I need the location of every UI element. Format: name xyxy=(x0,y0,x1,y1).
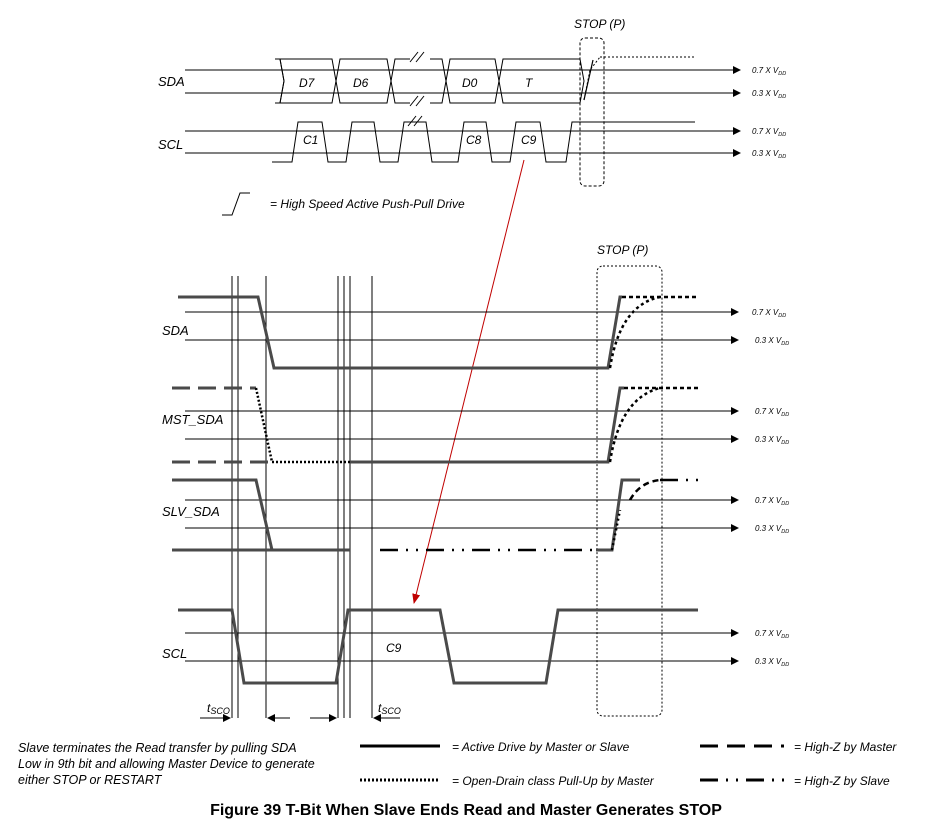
top-stop-label: STOP (P) xyxy=(574,17,626,31)
top-break-marks xyxy=(408,52,424,126)
bottom-stop-label: STOP (P) xyxy=(597,243,649,257)
top-sda-bus xyxy=(275,57,695,103)
mst-sda-label: MST_SDA xyxy=(162,412,224,427)
hs-drive-symbol xyxy=(222,193,250,215)
top-stop-box xyxy=(580,38,604,186)
clk-c9-bottom: C9 xyxy=(386,641,402,655)
level-label: 0.7 X $V_{DD}$ xyxy=(752,308,787,319)
legend-highz-slave: = High-Z by Slave xyxy=(794,774,890,788)
clk-c9: C9 xyxy=(521,133,537,147)
level-label: 0.3 X $V_{DD}$ xyxy=(752,89,787,100)
top-scl-clock xyxy=(272,122,695,162)
top-scl-label: SCL xyxy=(158,137,184,152)
bit-d7: D7 xyxy=(299,76,315,90)
tsco-label-2: tSCO xyxy=(378,701,401,716)
slv-sda-waveform xyxy=(172,480,698,550)
scl-label: SCL xyxy=(162,646,188,661)
bottom-level-labels xyxy=(752,308,789,668)
level-label: 0.7 X $V_{DD}$ xyxy=(755,629,790,640)
slv-sda-label: SLV_SDA xyxy=(162,504,220,519)
sda-waveform xyxy=(178,297,698,368)
top-sda-label: SDA xyxy=(158,74,185,89)
level-label: 0.7 X $V_{DD}$ xyxy=(755,496,790,507)
figure-caption: Figure 39 T-Bit When Slave Ends Read and Master Generates STOP xyxy=(210,802,722,819)
hs-drive-legend: = High Speed Active Push-Pull Drive xyxy=(270,197,465,211)
clk-c1: C1 xyxy=(303,133,319,147)
level-label: 0.7 X $V_{DD}$ xyxy=(755,407,790,418)
level-label: 0.3 X $V_{DD}$ xyxy=(752,149,787,160)
timing-markers xyxy=(232,276,372,718)
bit-d0: D0 xyxy=(462,76,478,90)
legend-active-drive: = Active Drive by Master or Slave xyxy=(452,740,630,754)
bit-t: T xyxy=(525,76,533,90)
level-label: 0.3 X $V_{DD}$ xyxy=(755,336,790,347)
level-label: 0.3 X $V_{DD}$ xyxy=(755,524,790,535)
bit-d6: D6 xyxy=(353,76,369,90)
scl-waveform xyxy=(178,610,698,683)
legend-highz-master: = High-Z by Master xyxy=(794,740,897,754)
c9-pointer-arrow xyxy=(414,160,524,603)
bottom-section xyxy=(162,243,789,718)
legend xyxy=(360,740,897,788)
clk-c8: C8 xyxy=(466,133,482,147)
level-label: 0.7 X $V_{DD}$ xyxy=(752,127,787,138)
level-label: 0.3 X $V_{DD}$ xyxy=(755,435,790,446)
mst-sda-waveform xyxy=(172,388,698,462)
bottom-stop-box xyxy=(597,266,662,716)
sda-label: SDA xyxy=(162,323,189,338)
slave-terminate-note: Slave terminates the Read transfer by pulling SDA Low in 9th bit and allowing Master Device to generate either STOP or RESTART xyxy=(18,741,315,787)
tsco-label-1: tSCO xyxy=(207,701,230,716)
level-label: 0.7 X $V_{DD}$ xyxy=(752,66,787,77)
top-section xyxy=(158,17,786,215)
legend-open-drain: = Open-Drain class Pull-Up by Master xyxy=(452,774,654,788)
level-label: 0.3 X $V_{DD}$ xyxy=(755,657,790,668)
